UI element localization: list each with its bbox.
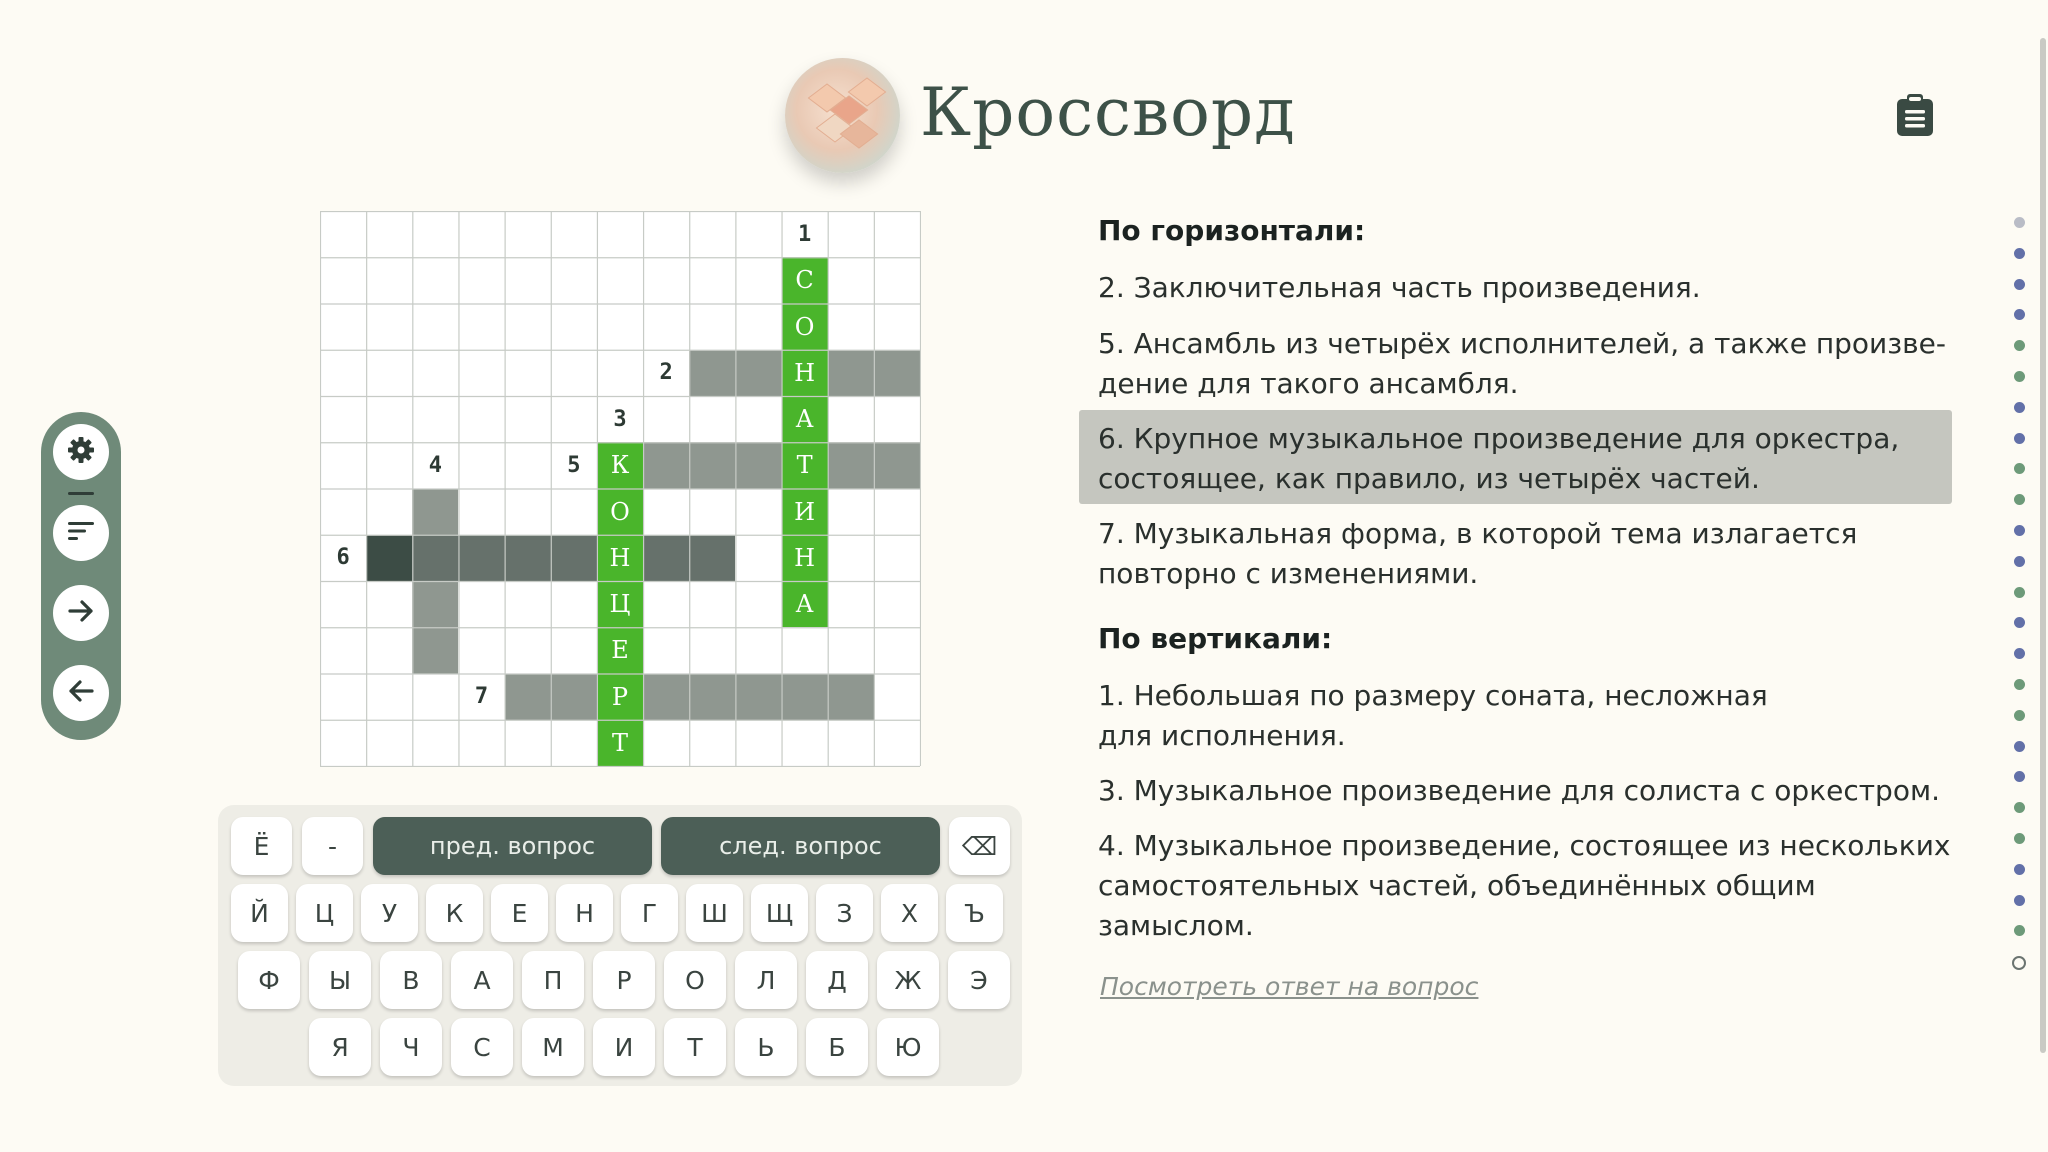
prev-button[interactable]: [53, 665, 109, 721]
side-toolbar: [41, 412, 121, 740]
clue-number-1: 1: [797, 221, 812, 247]
key-yo[interactable]: Ё: [231, 817, 292, 875]
grid-letter-cell[interactable]: Т: [597, 720, 643, 766]
key-row1-9[interactable]: З: [816, 884, 873, 942]
down-heading: По вертикали:: [1098, 622, 1333, 655]
key-row1-1[interactable]: Ц: [296, 884, 353, 942]
clue-across-7[interactable]: 7. Музыкальная форма, в которой тема излагается повторно с изменениями.: [1098, 517, 1858, 590]
list-lines-icon: [66, 519, 96, 547]
progress-dot[interactable]: [2014, 617, 2025, 628]
progress-dot[interactable]: [2014, 556, 2025, 567]
progress-dot[interactable]: [2014, 710, 2025, 721]
key-row1-6[interactable]: Г: [621, 884, 678, 942]
key-row1-0[interactable]: Й: [231, 884, 288, 942]
key-row2-5[interactable]: Р: [593, 951, 655, 1009]
key-row2-1[interactable]: Ы: [309, 951, 371, 1009]
view-answer-link[interactable]: Посмотреть ответ на вопрос: [1100, 972, 1479, 1001]
grid-letter-cell[interactable]: И: [782, 489, 828, 535]
grid-letter-cell[interactable]: Т: [782, 442, 828, 488]
key-row2-10[interactable]: Э: [948, 951, 1010, 1009]
clue-down-3[interactable]: 3. Музыкальное произведение для солиста с оркестром.: [1098, 774, 1940, 807]
key-row3-5[interactable]: Т: [664, 1018, 726, 1076]
grid-letter-cell[interactable]: О: [782, 304, 828, 350]
app-logo: [785, 58, 900, 173]
clue-number-3: 3: [613, 406, 627, 432]
progress-dot[interactable]: [2014, 433, 2025, 444]
grid-letter-cell[interactable]: А: [782, 396, 828, 442]
key-row1-8[interactable]: Щ: [751, 884, 808, 942]
key-dash[interactable]: -: [302, 817, 363, 875]
progress-dot[interactable]: [2014, 217, 2025, 228]
clue-number-4: 4: [428, 452, 442, 478]
grid-letter-cell[interactable]: Ц: [597, 581, 643, 627]
key-row2-8[interactable]: Д: [806, 951, 868, 1009]
clue-number-5: 5: [567, 452, 581, 478]
progress-dot[interactable]: [2014, 895, 2025, 906]
key-row3-8[interactable]: Ю: [877, 1018, 939, 1076]
backspace-key[interactable]: ⌫: [949, 817, 1010, 875]
key-row2-4[interactable]: П: [522, 951, 584, 1009]
clue-down-1[interactable]: 1. Небольшая по размеру соната, несложная для исполнения.: [1098, 679, 1768, 752]
key-row3-4[interactable]: И: [593, 1018, 655, 1076]
progress-dot[interactable]: [2014, 402, 2025, 413]
toolbar-divider: [68, 492, 94, 495]
progress-dot[interactable]: [2014, 463, 2025, 474]
grid-letter-cell[interactable]: Н: [782, 350, 828, 396]
clue-number-6: 6: [336, 545, 350, 571]
progress-dot[interactable]: [2014, 741, 2025, 752]
progress-dot[interactable]: [2014, 279, 2025, 290]
progress-dot[interactable]: [2014, 925, 2025, 936]
key-row1-11[interactable]: Ъ: [946, 884, 1003, 942]
grid-letter-cell[interactable]: С: [782, 257, 828, 303]
progress-dot[interactable]: [2014, 679, 2025, 690]
clue-number-2: 2: [659, 360, 673, 386]
clue-across-5[interactable]: 5. Ансамбль из четырёх исполнителей, а также произве- дение для такого ансамбля.: [1098, 327, 1946, 400]
arrow-left-icon: [66, 676, 96, 710]
grid-letter-cell[interactable]: А: [782, 581, 828, 627]
progress-dot[interactable]: [2014, 802, 2025, 813]
prev-question-button[interactable]: пред. вопрос: [373, 817, 652, 875]
progress-dot[interactable]: [2012, 956, 2026, 970]
grid-lines: [320, 211, 921, 767]
grid-letter-cell[interactable]: Р: [597, 674, 643, 720]
grid-letter-cell[interactable]: Н: [782, 535, 828, 581]
clue-number-7: 7: [474, 684, 489, 710]
progress-dot[interactable]: [2014, 771, 2025, 782]
page-title: Кроссворд: [920, 74, 1296, 151]
virtual-keyboard: [218, 805, 1022, 1086]
grid-letter-cell[interactable]: К: [597, 442, 643, 488]
key-row2-9[interactable]: Ж: [877, 951, 939, 1009]
clipboard-icon[interactable]: [1895, 93, 1935, 137]
next-button[interactable]: [53, 585, 109, 641]
arrow-right-icon: [66, 596, 96, 630]
key-row1-3[interactable]: К: [426, 884, 483, 942]
key-row2-7[interactable]: Л: [735, 951, 797, 1009]
progress-dot[interactable]: [2014, 340, 2025, 351]
key-row3-7[interactable]: Б: [806, 1018, 868, 1076]
key-row1-10[interactable]: Х: [881, 884, 938, 942]
scrollbar[interactable]: [2040, 38, 2046, 1053]
clue-list-button[interactable]: [53, 505, 109, 561]
next-question-button[interactable]: след. вопрос: [661, 817, 940, 875]
key-row3-1[interactable]: Ч: [380, 1018, 442, 1076]
key-row1-4[interactable]: Е: [491, 884, 548, 942]
grid-letter-cell[interactable]: О: [597, 489, 643, 535]
progress-dot[interactable]: [2014, 864, 2025, 875]
clue-down-4[interactable]: 4. Музыкальное произведение, состоящее из нескольких самостоятельных частей, объединённых общим замыслом.: [1098, 829, 1951, 942]
key-row3-0[interactable]: Я: [309, 1018, 371, 1076]
gear-icon: [66, 435, 96, 469]
progress-dot[interactable]: [2014, 248, 2025, 259]
key-row2-0[interactable]: Ф: [238, 951, 300, 1009]
clue-across-6[interactable]: 6. Крупное музыкальное произведение для оркестра, состоящее, как правило, из четырёх частей.: [1098, 422, 1900, 495]
progress-dot[interactable]: [2014, 525, 2025, 536]
progress-dot[interactable]: [2014, 494, 2025, 505]
progress-dot[interactable]: [2014, 587, 2025, 598]
progress-dot[interactable]: [2014, 371, 2025, 382]
grid-letter-cell[interactable]: Е: [597, 627, 643, 673]
key-row3-2[interactable]: С: [451, 1018, 513, 1076]
key-row1-2[interactable]: У: [361, 884, 418, 942]
clue-across-2[interactable]: 2. Заключительная часть произведения.: [1098, 271, 1701, 304]
key-row1-5[interactable]: Н: [556, 884, 613, 942]
key-row2-3[interactable]: А: [451, 951, 513, 1009]
progress-dot[interactable]: [2014, 648, 2025, 659]
crossword-grid[interactable]: [320, 211, 920, 766]
progress-dot[interactable]: [2014, 833, 2025, 844]
key-row3-6[interactable]: Ь: [735, 1018, 797, 1076]
key-row3-3[interactable]: М: [522, 1018, 584, 1076]
key-row1-7[interactable]: Ш: [686, 884, 743, 942]
progress-dot[interactable]: [2014, 309, 2025, 320]
key-row2-2[interactable]: В: [380, 951, 442, 1009]
grid-letter-cell[interactable]: Н: [597, 535, 643, 581]
across-heading: По горизонтали:: [1098, 214, 1366, 247]
key-row2-6[interactable]: О: [664, 951, 726, 1009]
settings-button[interactable]: [53, 424, 109, 480]
